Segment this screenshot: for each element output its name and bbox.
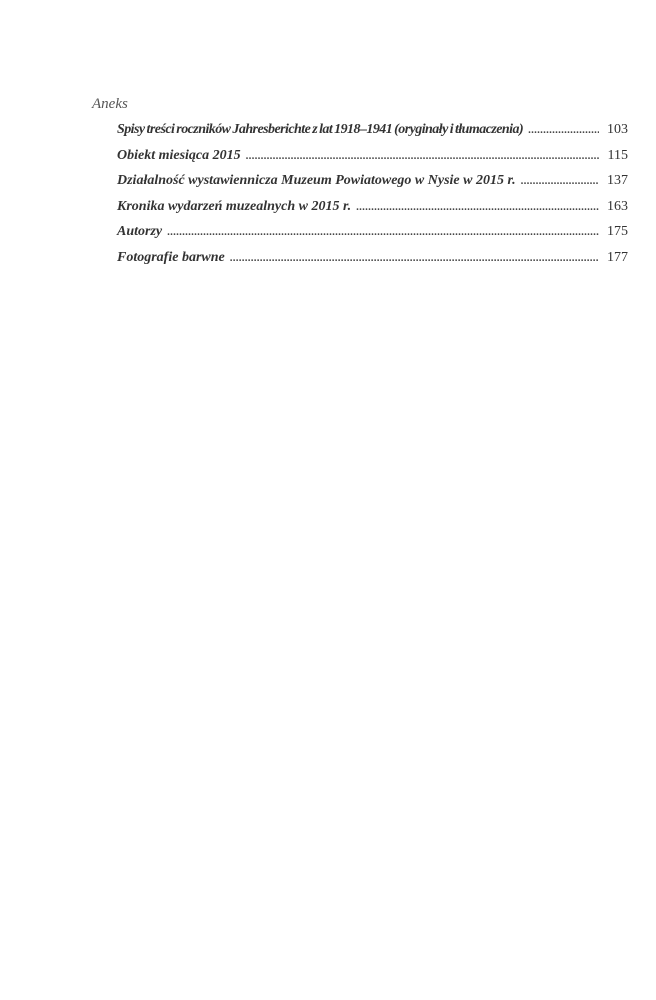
entry-title: Kronika wydarzeń muzealnych w 2015 r. (117, 198, 352, 214)
entry-title: Fotografie barwne (117, 249, 225, 265)
toc-entry (117, 143, 628, 169)
dot-leader (528, 118, 599, 144)
entry-title: Działalność wystawiennicza Muzeum Powiatowego w Nysie w 2015 r. (117, 173, 516, 188)
entry-title: Autorzy (117, 224, 163, 239)
toc-entry (117, 168, 628, 194)
entry-page-number: 115 (607, 147, 628, 163)
dot-leader (230, 246, 599, 272)
toc-entry (117, 219, 628, 245)
toc-entry (117, 245, 628, 271)
section-title: Aneks (92, 96, 128, 112)
dot-leader (246, 144, 599, 170)
entry-page-number: 103 (607, 122, 628, 137)
entry-title: Spisy treści roczników Jahresberichte z lat 1918–1941 (oryginały i tłumaczenia) (117, 122, 524, 137)
toc-entry (117, 117, 628, 143)
entry-page-number: 137 (607, 173, 628, 188)
table-of-contents (92, 117, 628, 270)
toc-section-aneks (92, 94, 628, 270)
entry-page-number: 177 (607, 249, 628, 265)
entry-title: Obiekt miesiąca 2015 (117, 147, 241, 163)
dot-leader (521, 169, 599, 195)
dot-leader (167, 220, 599, 246)
entry-page-number: 163 (607, 198, 628, 214)
dot-leader (356, 195, 599, 221)
entry-page-number: 175 (607, 224, 628, 239)
toc-entry (117, 194, 628, 220)
